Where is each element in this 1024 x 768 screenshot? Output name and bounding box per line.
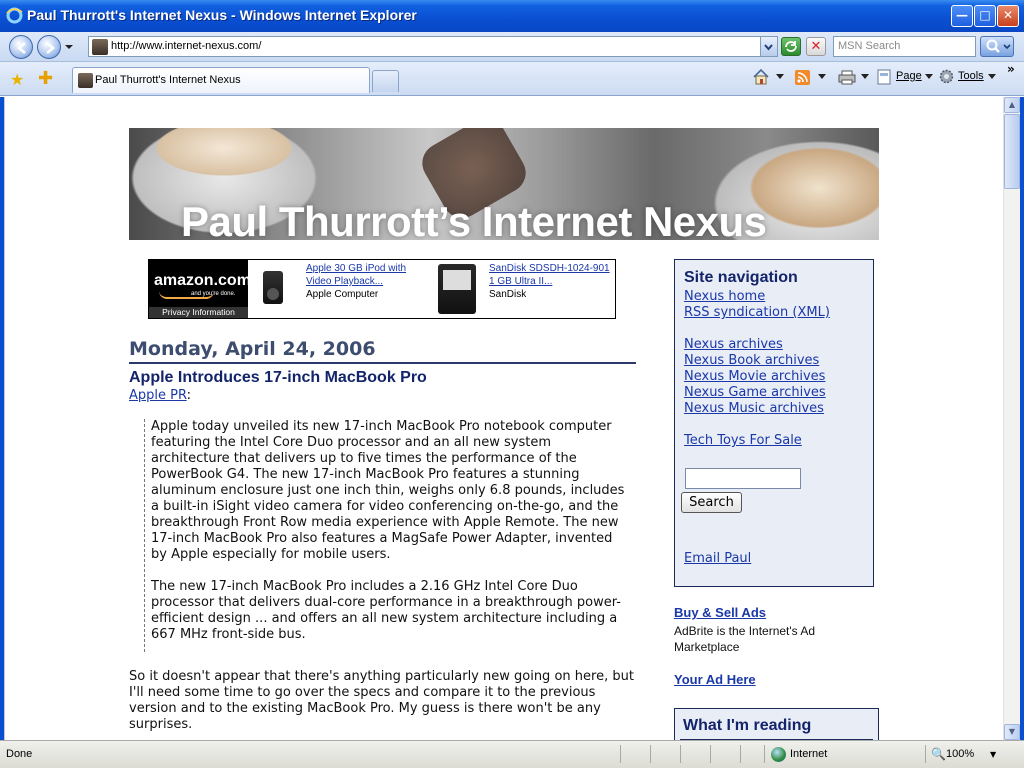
status-separator [764,745,765,763]
page-menu-button[interactable] [896,70,922,82]
site-favicon-icon [92,39,108,55]
site-banner [129,128,879,240]
site-search-button[interactable]: Search [681,492,742,513]
sandisk-title-line1: SanDisk SDSDH-1024-901 [489,263,610,274]
ipod-seller: Apple Computer [306,289,379,300]
amazon-ad [148,259,616,319]
rss-feed-icon[interactable] [795,70,810,85]
status-separator [680,745,681,763]
tools-menu-button[interactable] [958,70,984,82]
tools-menu-label: Tools [958,70,984,82]
site-navigation-box [674,259,874,587]
quote-paragraph-1: Apple today unveiled its new 17-inch MacBook Pro notebook computer featuring the Intel Core Duo processor and an all new system architecture that delivers up to five times the performance of the PowerBook G4. The new 17-inch MacBook Pro features a stunning aluminum enclosure just one inch thin, weighs only 6.8 pounds, includes a built-in iSight video camera for video conferencing on-the-go, and the breakthrough Front Row media experience with Apple Remote. The new 17-inch MacBook Pro also features a MagSafe Power Adapter, invented by Apple especially for mobile users. [151,419,625,562]
amazon-tagline: and you're done. [191,291,236,297]
ie-logo-icon [6,7,23,24]
post-title: Apple Introduces 17-inch MacBook Pro [129,369,427,386]
banner-title: Paul Thurrott’s Internet Nexus [181,198,767,240]
minimize-button[interactable]: — [951,5,973,27]
site-search-input[interactable] [685,468,801,489]
zoom-level[interactable]: 100% [946,748,975,760]
scroll-down-button[interactable] [1004,724,1020,740]
what-im-reading-box [674,708,879,740]
quote-paragraph-2: The new 17-inch MacBook Pro includes a 2.16 GHz Intel Core Duo processor that delivers dual-core performance in a breakthrough power-efficient design ... and offers an all new system architecture including a 667 MHz front-side bus. [151,579,621,642]
post-source-suffix: : [186,388,192,403]
nav-link-game-archives[interactable]: Nexus Game archives [684,385,826,400]
ipod-title-line2: Video Playback... [306,276,384,287]
sandisk-seller: SanDisk [489,289,527,300]
print-icon[interactable] [838,70,856,85]
page-icon [876,69,892,85]
ipod-product-link[interactable] [306,262,406,288]
page-menu-label: Page [896,70,922,82]
address-bar[interactable] [88,36,778,57]
site-navigation-title: Site navigation [684,269,798,286]
msn-search-input[interactable] [833,36,976,57]
stop-icon: ✕ [810,39,822,54]
vertical-scrollbar[interactable] [1003,97,1020,740]
home-dropdown-icon[interactable] [776,74,784,80]
nav-link-movie-archives[interactable]: Nexus Movie archives [684,369,826,384]
maximize-button[interactable]: □ [974,5,996,27]
close-window-button[interactable]: ✕ [997,5,1019,27]
rss-dropdown-icon[interactable] [818,74,826,80]
title-bar [0,0,1024,32]
back-button[interactable] [9,35,33,59]
status-bar [0,740,1024,768]
status-separator [710,745,711,763]
zoom-icon[interactable]: 🔍 [931,747,946,761]
tab-internet-nexus[interactable] [72,67,370,93]
nav-link-music-archives[interactable]: Nexus Music archives [684,401,824,416]
nav-link-book-archives[interactable]: Nexus Book archives [684,353,820,368]
history-dropdown-icon[interactable] [64,42,74,52]
favorites-star-icon[interactable]: ★ [10,70,25,89]
globe-icon [771,747,786,762]
post-body: So it doesn't appear that there's anything particularly new going on here, but I'll need some time to go over the specs and compare it to the previous version and to the existing MacBook Pro. My guess is there won't be any surprises. [129,669,634,732]
toolbar-overflow-icon[interactable]: » [1007,62,1015,76]
status-text: Done [6,748,33,760]
tools-dropdown-icon[interactable] [988,74,996,80]
ipod-product-image[interactable] [263,271,283,304]
post-date-heading: Monday, April 24, 2006 [129,338,636,364]
stop-button[interactable] [806,37,826,56]
your-ad-here-link[interactable]: Your Ad Here [674,672,756,687]
status-separator [740,745,741,763]
nav-link-rss[interactable]: RSS syndication (XML) [684,305,830,320]
address-dropdown-button[interactable] [760,37,777,56]
tools-gear-icon [938,68,955,85]
post-source [129,388,191,403]
apple-pr-link[interactable]: Apple PR [129,388,187,403]
refresh-icon [782,38,800,55]
address-url[interactable]: http://www.internet-nexus.com/ [111,40,262,52]
sandisk-product-image[interactable] [438,264,476,314]
search-placeholder: MSN Search [838,40,901,52]
sandisk-title-line2: 1 GB Ultra II... [489,276,553,287]
status-separator [925,745,926,763]
amazon-privacy-link[interactable]: Privacy Information [149,307,248,318]
add-favorite-icon[interactable]: ✚ [38,68,54,89]
amazon-logo[interactable] [149,260,251,318]
nav-link-tech-toys[interactable]: Tech Toys For Sale [684,433,802,448]
adbrite-description: AdBrite is the Internet's Ad Marketplace [674,624,816,654]
page-content [4,97,1003,740]
window-title: Paul Thurrott's Internet Nexus - Windows Internet Explorer [27,7,417,23]
forward-icon [42,40,58,56]
scroll-thumb[interactable] [1004,114,1020,189]
nav-link-nexus-archives[interactable]: Nexus archives [684,337,783,352]
ipod-title-line1: Apple 30 GB iPod with [306,263,407,274]
home-icon[interactable] [752,68,770,86]
search-go-button[interactable] [980,36,1014,57]
scroll-down-icon: ▼ [1008,727,1016,736]
print-dropdown-icon[interactable] [861,74,869,80]
security-zone[interactable]: Internet [790,748,828,760]
tab-favicon-icon [78,73,93,88]
new-tab-button[interactable] [372,70,399,92]
what-im-reading-title: What I'm reading [683,717,812,734]
status-separator [620,745,621,763]
amazon-logo-text: amazon.com [154,272,251,289]
chevron-down-icon [761,37,776,56]
refresh-button[interactable] [781,37,801,56]
nav-link-nexus-home[interactable]: Nexus home [684,289,766,304]
post-blockquote [144,419,624,652]
sandisk-product-link[interactable] [489,262,610,288]
window-frame-right [1020,97,1024,768]
page-dropdown-icon[interactable] [925,74,933,80]
status-separator [650,745,651,763]
email-paul-link[interactable]: Email Paul [684,551,752,566]
tab-label: Paul Thurrott's Internet Nexus [95,74,241,86]
back-icon [14,40,30,56]
search-icon [981,37,1013,56]
zoom-dropdown-icon[interactable]: ▼ [990,750,997,759]
buy-sell-ads-link[interactable]: Buy & Sell Ads [674,605,766,620]
forward-button[interactable] [37,35,61,59]
scroll-up-button[interactable] [1004,97,1020,113]
scroll-up-icon: ▲ [1008,100,1016,109]
